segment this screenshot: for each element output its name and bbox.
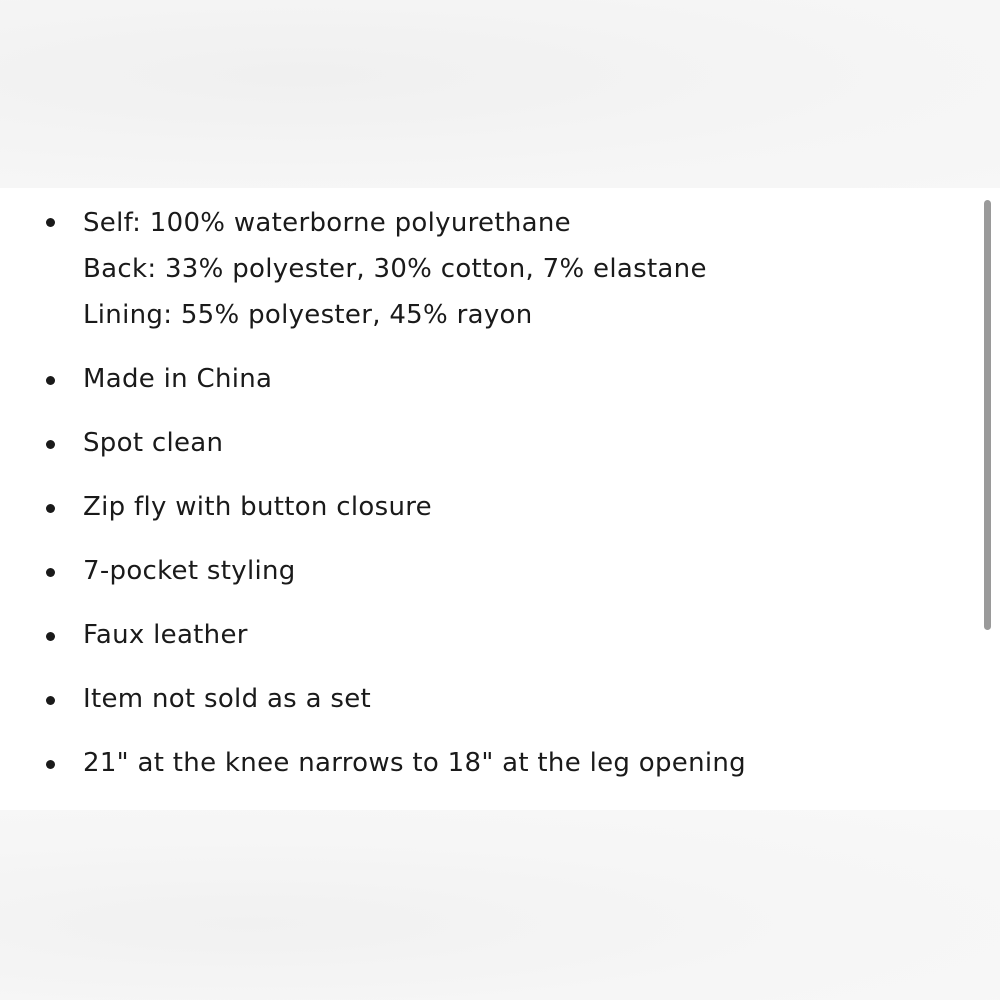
list-item-text: Spot clean xyxy=(83,428,224,458)
vertical-scrollbar[interactable] xyxy=(984,200,992,632)
bullet-icon xyxy=(46,376,55,385)
bullet-icon xyxy=(46,568,55,577)
list-item-text: Self: 100% waterborne polyurethane xyxy=(83,208,571,238)
blurred-background-bottom xyxy=(0,810,1000,1000)
bullet-icon xyxy=(46,218,55,227)
bullet-icon xyxy=(46,696,55,705)
list-item-text: Item not sold as a set xyxy=(83,684,372,714)
list-item-text: Zip fly with button closure xyxy=(83,492,432,522)
bullet-icon xyxy=(46,504,55,513)
list-item-text: 7-pocket styling xyxy=(83,556,296,586)
list-item-text: Lining: 55% polyester, 45% rayon xyxy=(83,300,533,330)
list-item-text: 21" at the knee narrows to 18" at the leg opening xyxy=(83,748,746,778)
bullet-icon xyxy=(46,632,55,641)
bullet-icon xyxy=(46,760,55,769)
list-item-text: Made in China xyxy=(83,364,273,394)
bullet-icon xyxy=(46,440,55,449)
blurred-background-top xyxy=(0,0,1000,188)
details-panel xyxy=(0,188,1000,810)
list-item-text: Back: 33% polyester, 30% cotton, 7% elastane xyxy=(83,254,707,284)
list-item-text: Faux leather xyxy=(83,620,248,650)
scrollbar-thumb[interactable] xyxy=(984,200,991,630)
